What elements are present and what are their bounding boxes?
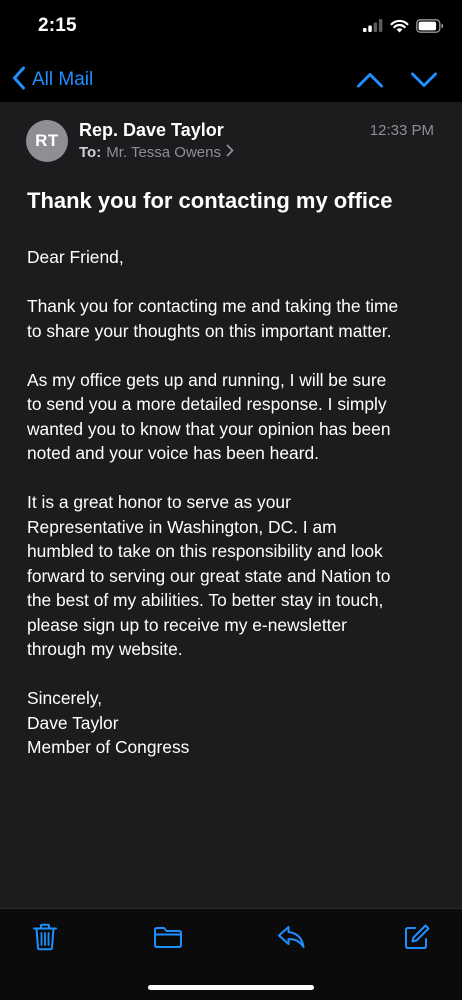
message-view — [0, 102, 462, 908]
sender-avatar[interactable]: RT — [26, 120, 68, 162]
status-bar — [0, 0, 462, 58]
body-line: As my office gets up and running, I will be sure — [27, 369, 387, 390]
next-message-button[interactable] — [410, 71, 438, 89]
body-line: the best of my abilities. To better stay in touch, — [27, 590, 384, 610]
compose-icon — [403, 923, 431, 956]
body-paragraph — [27, 368, 439, 466]
previous-message-button[interactable] — [356, 71, 384, 89]
body-line: Representative in Washington, DC. I am — [27, 516, 337, 537]
body-line: noted and your voice has been heard. — [27, 443, 319, 463]
body-signoff — [27, 686, 439, 760]
message-time: 12:33 PM — [369, 122, 434, 139]
recipient-name: Mr. Tessa Owens — [106, 144, 221, 161]
cellular-signal-icon — [363, 19, 383, 37]
delete-button[interactable] — [29, 923, 61, 955]
reply-button[interactable] — [275, 923, 307, 955]
sender-name[interactable]: Rep. Dave Taylor — [79, 120, 224, 140]
message-body — [27, 245, 439, 784]
body-greeting — [27, 245, 439, 270]
message-navigation — [356, 64, 438, 96]
back-to-all-mail-button[interactable] — [12, 64, 93, 96]
home-indicator[interactable] — [148, 985, 314, 990]
chevron-left-icon — [12, 66, 26, 95]
trash-icon — [32, 923, 58, 956]
body-paragraph — [27, 294, 439, 343]
battery-icon — [416, 19, 444, 38]
body-line: Sincerely, — [27, 688, 103, 708]
chevron-up-icon — [356, 71, 384, 89]
wifi-icon — [390, 19, 409, 38]
message-subject: Thank you for contacting my office — [27, 188, 393, 213]
body-line: wanted you to know that your opinion has been — [27, 418, 391, 439]
body-line: Dear Friend, — [27, 247, 124, 267]
back-label: All Mail — [32, 69, 94, 90]
body-line: to share your thoughts on this important matter. — [27, 320, 392, 341]
navigation-bar — [0, 58, 462, 102]
move-to-folder-button[interactable] — [152, 923, 184, 955]
chevron-down-icon — [410, 71, 438, 89]
body-line: forward to serving our great state and Nation to — [27, 565, 391, 586]
body-line: to send you a more detailed response. I simply — [27, 394, 387, 414]
compose-button[interactable] — [401, 923, 433, 955]
recipient-row[interactable] — [79, 144, 234, 161]
body-line: Dave Taylor — [27, 712, 119, 733]
status-time: 2:15 — [38, 15, 77, 36]
body-line: Thank you for contacting me and taking the time — [27, 296, 399, 316]
chevron-right-icon — [226, 144, 234, 161]
body-paragraph — [27, 490, 439, 662]
body-line: through my website. — [27, 639, 183, 659]
to-label: To: — [79, 144, 102, 161]
body-line: please sign up to receive my e-newsletter — [27, 614, 347, 635]
folder-icon — [153, 925, 183, 954]
status-icons — [363, 18, 444, 38]
body-line: Member of Congress — [27, 737, 190, 757]
body-line: It is a great honor to serve as your — [27, 492, 291, 512]
reply-icon — [276, 924, 306, 955]
body-line: humbled to take on this responsibility and look — [27, 541, 383, 561]
